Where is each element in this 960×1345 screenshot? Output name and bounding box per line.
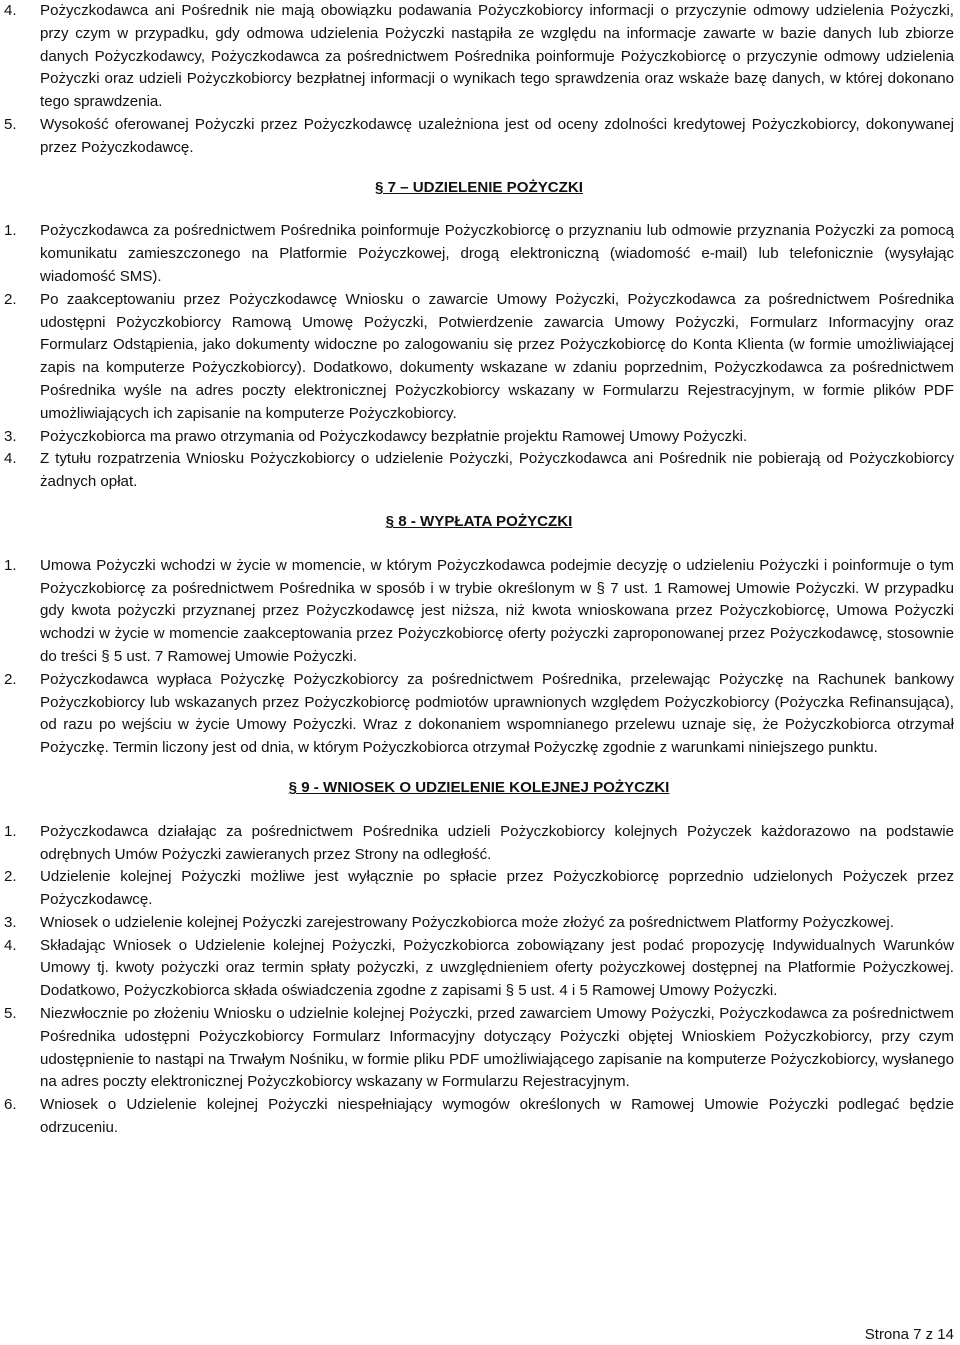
item-text: Z tytułu rozpatrzenia Wniosku Pożyczkobiorcy o udzielenie Pożyczki, Pożyczkodawca ani Pośrednik nie pobierają od Pożyczkobiorcy żadnych opłat. bbox=[40, 450, 954, 491]
item-text: Wniosek o Udzielenie kolejnej Pożyczki niespełniający wymogów określonych w Ramowej Umowie Pożyczki podlegać będzie odrzuceniu. bbox=[40, 1096, 954, 1137]
item-number: 2. bbox=[4, 868, 17, 886]
item-text: Niezwłocznie po złożeniu Wniosku o udzielnie kolejnej Pożyczki, przed zawarciem Umowy Pożyczki, Pożyczkodawca za pośrednictwem Pośrednika udostępni Pożyczkobiorcy Formularz Informacyjny dotyczący Pożyczki objętej Wnioskiem Pożyczkobiorcy, przy czym udostępnienie to nastąpi na Trwałym Nośniku, w formie pliku PDF umożliwiającego zapisanie na komputerze Pożyczkobiorcy, wysłanego na adres poczty elektronicznej Pożyczkobiorcy wskazany w Formularzu Rejestracyjnym. bbox=[40, 1005, 954, 1091]
list-item bbox=[4, 912, 954, 935]
list-item bbox=[4, 220, 954, 288]
item-text: Po zaakceptowaniu przez Pożyczkodawcę Wniosku o zawarcie Umowy Pożyczki, Pożyczkodawca za pośrednictwem Pośrednika udostępni Pożyczkobiorcy Ramową Umowę Pożyczki, Potwierdzenie zawarcia Umowy Pożyczki, Formularz Informacyjny oraz Formularz Odstąpienia, jako dokumenty widoczne po zalogowaniu się przez Pożyczkobiorcę do Konta Klienta (w formie umożliwiającej zapis na komputerze Pożyczkobiorcy). Dodatkowo, dokumenty wskazane w zdaniu poprzednim, Pożyczkodawca za pośrednictwem Pośrednika wyśle na adres poczty elektronicznej Pożyczkobiorcy wskazany w Formularzu Rejestracyjnym, w formie plików PDF umożliwiających ich zapisanie na komputerze Pożyczkobiorcy. bbox=[40, 290, 954, 422]
list-item bbox=[4, 114, 954, 160]
list-item bbox=[4, 1094, 954, 1140]
item-number: 4. bbox=[4, 450, 17, 468]
section-9-heading: § 9 - WNIOSEK O UDZIELENIE KOLEJNEJ POŻYCZKI bbox=[288, 778, 670, 796]
item-number: 5. bbox=[4, 115, 17, 133]
item-number: 1. bbox=[4, 822, 17, 840]
item-number: 1. bbox=[4, 222, 17, 240]
section-7-list bbox=[4, 220, 954, 494]
item-number: 4. bbox=[4, 936, 17, 954]
item-number: 3. bbox=[4, 427, 17, 445]
list-item bbox=[4, 289, 954, 426]
item-number: 4. bbox=[4, 2, 17, 19]
item-number: 3. bbox=[4, 913, 17, 931]
item-number: 2. bbox=[4, 670, 17, 688]
list-item bbox=[4, 555, 954, 669]
item-text: Wysokość oferowanej Pożyczki przez Pożyczkodawcę uzależniona jest od oceny zdolności kredytowej Pożyczkobiorcy, dokonywanej przez Pożyczkodawcę. bbox=[40, 115, 954, 156]
item-text: Wniosek o udzielenie kolejnej Pożyczki zarejestrowany Pożyczkobiorca może złożyć za pośrednictwem Platformy Pożyczkowej. bbox=[40, 913, 894, 931]
list-item bbox=[4, 426, 954, 449]
list-item bbox=[4, 1003, 954, 1094]
list-item bbox=[4, 935, 954, 1003]
item-number: 1. bbox=[4, 556, 17, 574]
section-9-list bbox=[4, 821, 954, 1140]
item-text: Składając Wniosek o Udzielenie kolejnej Pożyczki, Pożyczkobiorca zobowiązany jest podać propozycję Indywidualnych Warunków Umowy tj. kwoty pożyczki oraz termin spłaty pożyczki, z uwzględnieniem oferty pożyczkowej dostępnej na Platformie Pożyczkowej. Dodatkowo, Pożyczkobiorca składa oświadczenia zgodne z zapisami § 5 ust. 4 i 5 Ramowej Umowy Pożyczki. bbox=[40, 936, 954, 1000]
item-number: 6. bbox=[4, 1096, 17, 1114]
list-item bbox=[4, 0, 954, 114]
section-8-list bbox=[4, 555, 954, 760]
page-number-footer: Strona 7 z 14 bbox=[864, 1326, 954, 1343]
item-text: Umowa Pożyczki wchodzi w życie w momencie, w którym Pożyczkodawca podejmie decyzję o udzieleniu Pożyczki i poinformuje o tym Pożyczkobiorcę za pośrednictwem Pośrednika w sposób i w trybie określonym w § 7 ust. 1 Ramowej Umowie Pożyczki. W przypadku gdy kwota pożyczki przyznanej przez Pożyczkodawcę jest niższa, niż kwota wnioskowana przez Pożyczkobiorcę, Umowa Pożyczki wchodzi w życie w momencie zaakceptowania przez Pożyczkobiorcę oferty pożyczki zaproponowanej przez Pożyczkodawcę, stosownie do treści § 5 ust. 7 Ramowej Umowie Pożyczki. bbox=[40, 556, 954, 665]
section-top-list bbox=[4, 0, 954, 160]
section-7-heading: § 7 – UDZIELENIE POŻYCZKI bbox=[375, 178, 583, 196]
item-text: Pożyczkodawca ani Pośrednik nie mają obowiązku podawania Pożyczkobiorcy informacji o przyczynie odmowy udzielenia Pożyczki, przy czym w przypadku, gdy odmowa udzielenia Pożyczki nastąpiła ze względu na informacje zawarte w bazie danych lub zbiorze danych Pożyczkodawcy, Pożyczkodawca za pośrednictwem Pośrednika poinformuje Pożyczkobiorcę o przyczynie odmowy udzielenia Pożyczki oraz udzieli Pożyczkobiorcy bezpłatnej informacji o wynikach tego sprawdzenia oraz wskaże bazę danych, w której dokonano tego sprawdzenia. bbox=[40, 2, 954, 111]
item-text: Pożyczkodawca wypłaca Pożyczkę Pożyczkobiorcy za pośrednictwem Pośrednika, przelewając Pożyczkę na Rachunek bankowy Pożyczkobiorcy lub wskazanych przez Pożyczkobiorcę podmiotów uprawnionych względem Pożyczkobiorcy (Pożyczka Refinansująca), od razu po wejściu w życie Umowy Pożyczki. Wraz z dokonaniem wspomnianego przelewu uznaje się, że Pożyczkobiorca otrzymał Pożyczkę. Termin liczony jest od dnia, w którym Pożyczkobiorca otrzymał Pożyczkę zgodnie z warunkami niniejszego punktu. bbox=[40, 670, 954, 757]
item-number: 5. bbox=[4, 1005, 17, 1023]
item-number: 2. bbox=[4, 290, 17, 308]
item-text: Pożyczkodawca działając za pośrednictwem Pośrednika udzieli Pożyczkobiorcy kolejnych Pożyczek każdorazowo na podstawie odrębnych Umów Pożyczki zawieranych przez Strony na odległość. bbox=[40, 822, 954, 863]
list-item bbox=[4, 448, 954, 494]
list-item bbox=[4, 866, 954, 912]
list-item bbox=[4, 669, 954, 760]
document-content bbox=[4, 0, 954, 1140]
item-text: Pożyczkobiorca ma prawo otrzymania od Pożyczkodawcy bezpłatnie projektu Ramowej Umowy Pożyczki. bbox=[40, 427, 748, 445]
section-8-heading: § 8 - WYPŁATA POŻYCZKI bbox=[385, 512, 573, 530]
item-text: Udzielenie kolejnej Pożyczki możliwe jest wyłącznie po spłacie przez Pożyczkobiorcę poprzednio udzielonych Pożyczek przez Pożyczkodawcę. bbox=[40, 868, 954, 909]
list-item bbox=[4, 821, 954, 867]
item-text: Pożyczkodawca za pośrednictwem Pośrednika poinformuje Pożyczkobiorcę o przyznaniu lub odmowie przyznania Pożyczki za pomocą komunikatu zamieszczonego na Platformie Pożyczkowej, drogą elektroniczną (wiadomość e-mail) lub telefonicznie (wysyłając wiadomość SMS). bbox=[40, 222, 954, 285]
